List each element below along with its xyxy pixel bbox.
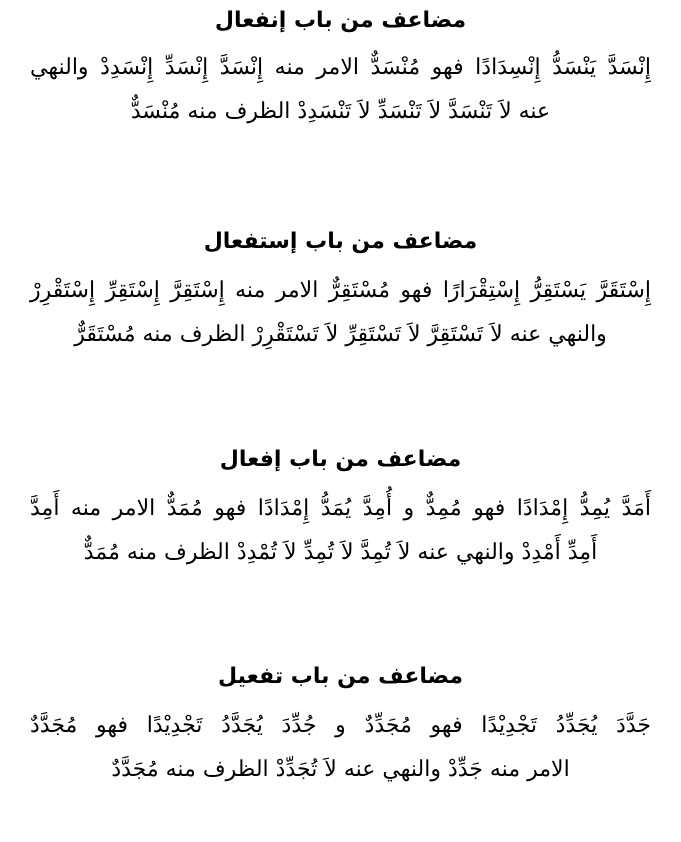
- conjugation-line: جَدَّدَ يُجَدِّدُ تَجْدِيْدًا فهو مُجَدِّدٌ و جُدِّدَ يُجَدَّدُ تَجْدِيْدًا فهو مُجَدَّدٌ: [30, 713, 651, 738]
- section-title: مضاعف من باب إفعال: [219, 447, 462, 472]
- conjugation-line: والنهي عنه لاَ تَسْتَقِرَّ لاَ تَسْتَقِرِّ لاَ تَسْتَقْرِرْ الظرف منه مُسْتَقَرٌّ: [74, 322, 607, 347]
- section-ifal: [30, 445, 651, 575]
- section-title-wrap: [30, 662, 651, 704]
- section-title-wrap: [30, 227, 651, 269]
- section-istifal: [30, 227, 651, 357]
- conjugation-line: عنه لاَ تَنْسَدَّ لاَ تَنْسَدِّ لاَ تَنْسَدِدْ الظرف منه مُنْسَدٌّ: [130, 99, 551, 124]
- section-title: مضاعف من باب إستفعال: [203, 229, 478, 254]
- section-title-wrap: [30, 6, 651, 46]
- conjugation-line: أَمَدَّ يُمِدُّ إِمْدَادًا فهو مُمِدٌّ و أُمِدَّ يُمَدُّ إِمْدَادًا فهو مُمَدٌّ الامر منه أَمِدَّ: [30, 496, 651, 521]
- section-title-wrap: [30, 445, 651, 487]
- conjugation-line: أَمِدِّ أَمْدِدْ والنهي عنه لاَ تُمِدَّ لاَ تُمِدِّ لاَ تُمْدِدْ الظرف منه مُمَدٌّ: [83, 540, 598, 565]
- section-tafil: [30, 662, 651, 792]
- conjugation-line: الامر منه جَدِّدْ والنهي عنه لاَ تُجَدِّدْ الظرف منه مُجَدَّدٌ: [111, 757, 570, 782]
- section-infial: [30, 6, 651, 134]
- conjugation-line: إِسْتَقَرَّ يَسْتَقِرُّ إِسْتِقْرَارًا فهو مُسْتَقِرٌّ الامر منه إِسْتَقِرَّ إِسْتَقِرِّ إِسْتَقْرِرْ: [30, 278, 651, 303]
- section-title: مضاعف من باب إنفعال: [214, 8, 467, 33]
- section-title: مضاعف من باب تفعيل: [218, 664, 463, 689]
- conjugation-line: إِنْسَدَّ يَنْسَدُّ إِنْسِدَادًا فهو مُنْسَدٌّ الامر منه إِنْسَدَّ إِنْسَدِّ إِنْسَدِدْ والنهي: [30, 55, 651, 80]
